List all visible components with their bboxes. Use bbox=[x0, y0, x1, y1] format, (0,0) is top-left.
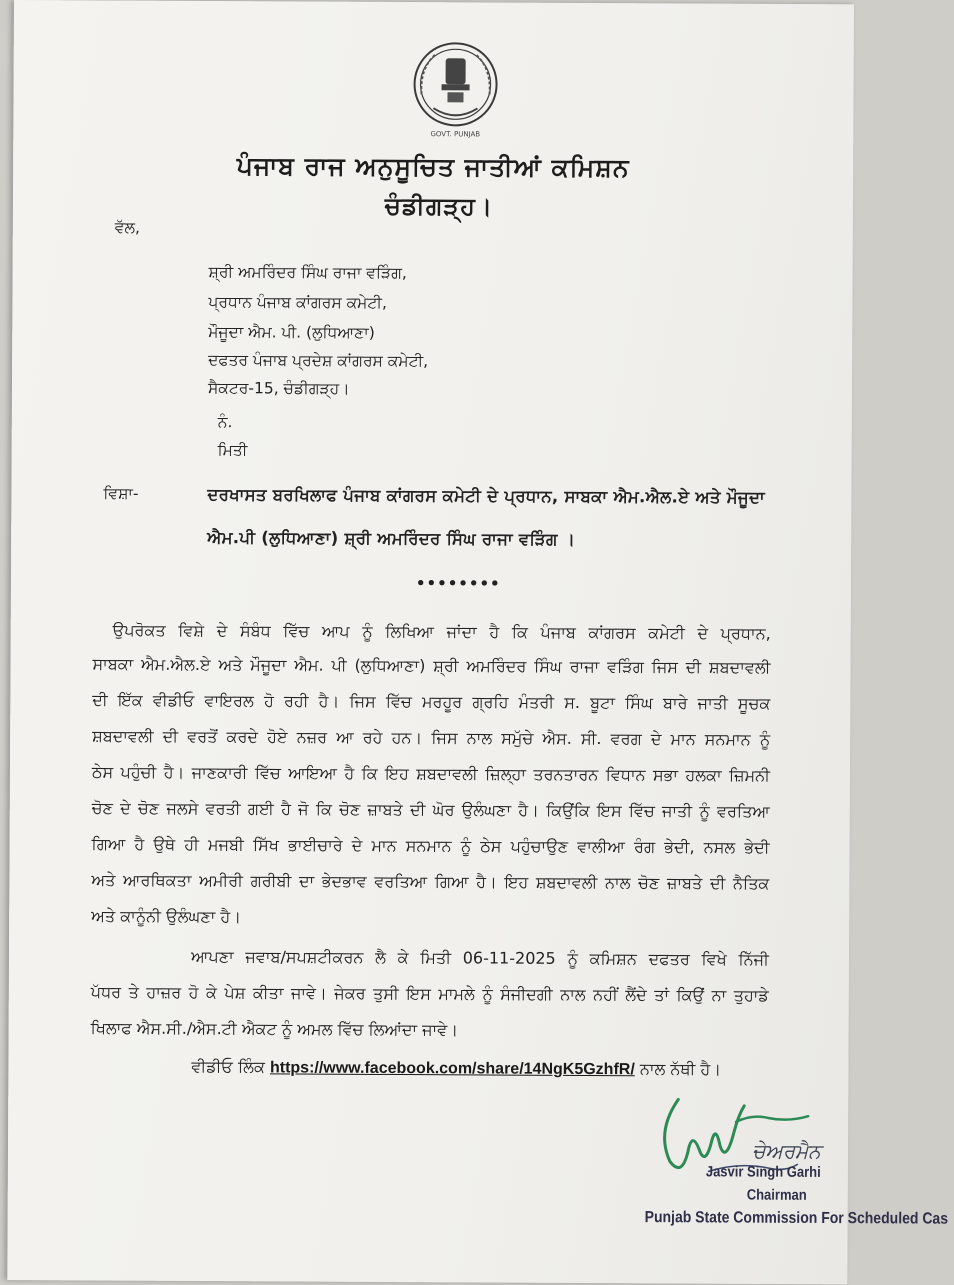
commission-name: ਪੰਜਾਬ ਰਾਜ ਅਨੁਸੂਚਿਤ ਜਾਤੀਆਂ ਕਮਿਸ਼ਨ bbox=[236, 151, 630, 183]
paragraph-line: ਠੇਸ ਪਹੁੰਚੀ ਹੈ। ਜਾਣਕਾਰੀ ਵਿੱਚ ਆਇਆ ਹੈ ਕਿ ਇਹ ਸ਼ਬਦਾਵਲੀ ਜ਼ਿਲ੍ਹਾ ਤਰਨਤਾਰਨ ਵਿਧਾਨ ਸਭਾ ਹਲਕਾ ਜ਼ਿਮਨੀ bbox=[91, 762, 770, 785]
subject-line-2: ਐਮ.ਪੀ (ਲੁਧਿਆਣਾ) ਸ਼੍ਰੀ ਅਮਰਿੰਦਰ ਸਿੰਘ ਰਾਜਾ ਵੜਿੰਗ । bbox=[207, 528, 576, 549]
svg-text:GOVT. PUNJAB: GOVT. PUNJAB bbox=[430, 130, 481, 139]
chairman-title: Chairman bbox=[746, 1185, 807, 1204]
paragraph-line: ਦੀ ਇੱਕ ਵੀਡੀਓ ਵਾਇਰਲ ਹੋ ਰਹੀ ਹੈ। ਜਿਸ ਵਿੱਚ ਮਰਹੂਰ ਗ੍ਰਹਿ ਮੰਤਰੀ ਸ. ਬੂਟਾ ਸਿੰਘ ਬਾਰੇ ਜਾਤੀ ਸੂਚਕ bbox=[92, 690, 771, 713]
subject-line-1: ਦਰਖਾਸਤ ਬਰਖਿਲਾਫ ਪੰਜਾਬ ਕਾਂਗਰਸ ਕਮੇਟੀ ਦੇ ਪ੍ਰਧਾਨ, ਸਾਬਕਾ ਐਮ.ਐਲ.ਏ ਅਤੇ ਮੌਜੂਦਾ bbox=[207, 485, 766, 507]
paragraph-line: ਸਾਬਕਾ ਐਮ.ਐਲ.ਏ ਅਤੇ ਮੌਜੂਦਾ ਐਮ. ਪੀ (ਲੁਧਿਆਣਾ) ਸ਼੍ਰੀ ਅਮਰਿੰਦਰ ਸਿੰਘ ਰਾਜਾ ਵੜਿੰਗ ਜਿਸ ਦੀ ਸ਼ਬਦਾਵਲੀ bbox=[92, 654, 771, 677]
video-link-prefix: ਵੀਡੀਓ ਲਿੰਕ bbox=[191, 1056, 265, 1077]
date-label: ਮਿਤੀ bbox=[217, 441, 248, 460]
paragraph-line: ਆਪਣਾ ਜਵਾਬ/ਸਪਸ਼ਟੀਕਰਨ ਲੈ ਕੇ ਮਿਤੀ 06-11-2025 ਨੂੰ ਕਮਿਸ਼ਨ ਦਫਤਰ ਵਿਖੇ ਨਿੱਜੀ bbox=[190, 946, 770, 969]
addressee-sector: ਸੈਕਟਰ-15, ਚੰਡੀਗੜ੍ਹ। bbox=[207, 379, 350, 398]
paragraph-line: ਪੱਧਰ ਤੇ ਹਾਜ਼ਰ ਹੋ ਕੇ ਪੇਸ਼ ਕੀਤਾ ਜਾਵੇ। ਜੇਕਰ ਤੁਸੀ ਇਸ ਮਾਮਲੇ ਨੂੰ ਸੰਜੀਦਗੀ ਨਾਲ ਨਹੀਂ ਲੈਂਦੇ ਤਾਂ ਕਿਉਂ ਨਾ ਤੁਹਾਡੇ bbox=[90, 982, 769, 1005]
addressee-office: ਦਫਤਰ ਪੰਜਾਬ ਪ੍ਰਦੇਸ਼ ਕਾਂਗਰਸ ਕਮੇਟੀ, bbox=[208, 351, 429, 371]
letter-page bbox=[7, 0, 949, 1284]
video-link-suffix: ਨਾਲ ਨੱਥੀ ਹੈ। bbox=[639, 1059, 722, 1079]
commission-city: ਚੰਡੀਗੜ੍ਹ। bbox=[384, 191, 494, 221]
paragraph-line: ਖਿਲਾਫ ਐਸ.ਸੀ./ਐਸ.ਟੀ ਐਕਟ ਨੂੰ ਅਮਲ ਵਿੱਚ ਲਿਆਂਦਾ ਜਾਵੇ। bbox=[90, 1018, 459, 1040]
state-emblem-seal bbox=[411, 38, 500, 142]
chairman-name: Jasvir Singh Garhi bbox=[705, 1162, 821, 1181]
paragraph-line: ਚੋਣ ਦੇ ਚੋਣ ਜਲਸੇ ਵਰਤੀ ਗਈ ਹੈ ਜੋ ਕਿ ਚੋਣ ਜ਼ਾਬਤੇ ਦੀ ਘੋਰ ਉਲੰਘਣਾ ਹੈ। ਕਿਉਂਕਿ ਇਸ ਵਿੱਚ ਜਾਤੀ ਨੂੰ ਵਰਤਿਆ bbox=[91, 798, 770, 821]
to-label: ਵੱਲ, bbox=[114, 218, 140, 237]
svg-text:ਚੇਅਰਮੈਨ: ਚੇਅਰਮੈਨ bbox=[751, 1138, 821, 1164]
facebook-video-link[interactable]: https://www.facebook.com/share/14NgK5GzhfR/ bbox=[269, 1059, 635, 1079]
paragraph-line: ਅਤੇ ਆਰਥਿਕਤਾ ਅਮੀਰੀ ਗਰੀਬੀ ਦਾ ਭੇਦਭਾਵ ਵਰਤਿਆ ਗਿਆ ਹੈ। ਇਹ ਸ਼ਬਦਾਵਲੀ ਨਾਲ ਚੋਣ ਜ਼ਾਬਤੇ ਦੀ ਨੈਤਿਕ bbox=[91, 870, 770, 893]
addressee-mp: ਮੌਜੂਦਾ ਐਮ. ਪੀ. (ਲੁਧਿਆਣਾ) bbox=[208, 323, 375, 342]
separator-dots: •••••••• bbox=[415, 574, 501, 593]
paragraph-line: ਅਤੇ ਕਾਨੂੰਨੀ ਉਲੰਘਣਾ ਹੈ। bbox=[91, 906, 242, 927]
addressee-name: ਸ਼੍ਰੀ ਅਮਰਿੰਦਰ ਸਿੰਘ ਰਾਜਾ ਵੜਿੰਗ, bbox=[208, 263, 407, 283]
video-link-line bbox=[191, 1057, 721, 1080]
reference-number-label: ਨੰ. bbox=[217, 413, 233, 432]
paragraph-line: ਸ਼ਬਦਾਵਲੀ ਦੀ ਵਰਤੋਂ ਕਰਦੇ ਹੋਏ ਨਜ਼ਰ ਆ ਰਹੇ ਹਨ। ਜਿਸ ਨਾਲ ਸਮੁੱਚੇ ਐਸ. ਸੀ. ਵਰਗ ਦੇ ਮਾਨ ਸਨਮਾਨ ਨੂੰ bbox=[92, 726, 771, 749]
paragraph-line: ਉਪਰੋਕਤ ਵਿਸ਼ੇ ਦੇ ਸੰਬੰਧ ਵਿੱਚ ਆਪ ਨੂੰ ਲਿਖਿਆ ਜਾਂਦਾ ਹੈ ਕਿ ਪੰਜਾਬ ਕਾਂਗਰਸ ਕਮੇਟੀ ਦੇ ਪ੍ਰਧਾਨ, bbox=[112, 620, 771, 643]
commission-org-stamp: Punjab State Commission For Scheduled Cas bbox=[644, 1207, 949, 1228]
subject-label: ਵਿਸ਼ਾ- bbox=[103, 484, 139, 503]
addressee-designation: ਪ੍ਰਧਾਨ ਪੰਜਾਬ ਕਾਂਗਰਸ ਕਮੇਟੀ, bbox=[208, 293, 387, 312]
paragraph-line: ਗਿਆ ਹੈ ਉਥੇ ਹੀ ਮਜਬੀ ਸਿੱਖ ਭਾਈਚਾਰੇ ਦੇ ਮਾਨ ਸਨਮਾਨ ਨੂੰ ਠੇਸ ਪਹੁੰਚਾਉਣ ਵਾਲੀਆ ਰੰਗ ਭੇਦੀ, ਨਸਲ ਭੇਦੀ bbox=[91, 834, 770, 857]
